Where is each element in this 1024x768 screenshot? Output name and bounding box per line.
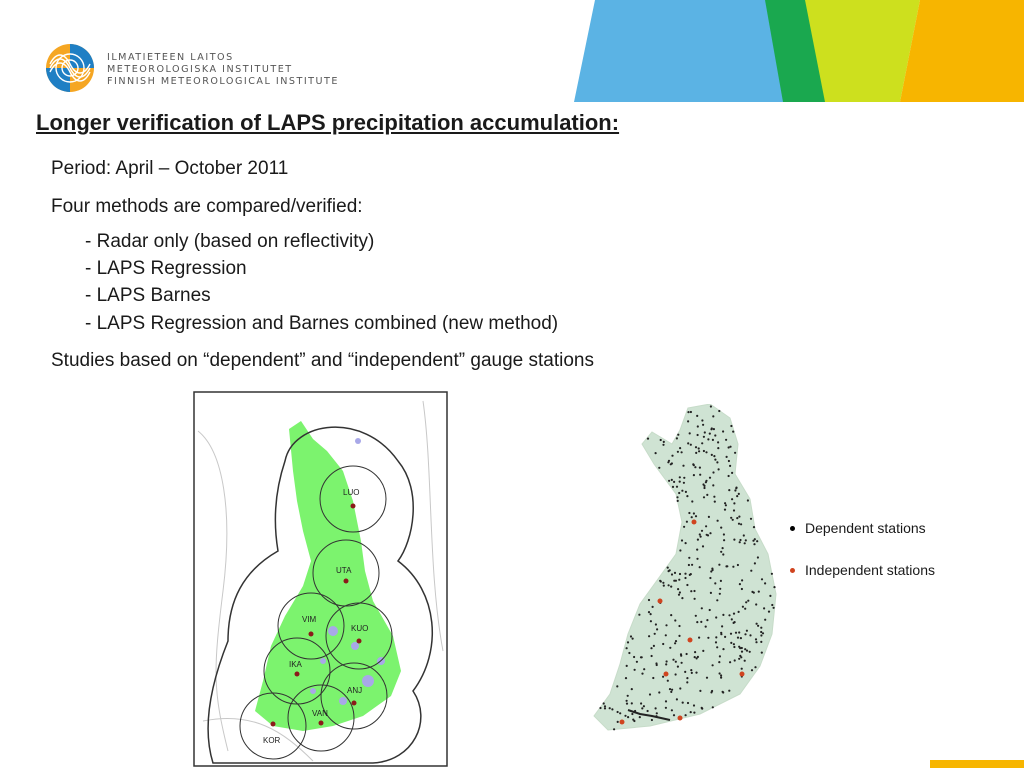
gauge-stations-map xyxy=(580,404,780,734)
station-label: VIM xyxy=(302,615,317,624)
organization-name xyxy=(107,52,339,88)
method-item: - LAPS Regression and Barnes combined (new method) xyxy=(85,313,559,334)
legend-independent xyxy=(790,562,935,578)
fmi-logo xyxy=(44,42,344,102)
radar-coverage-map xyxy=(193,391,449,768)
station-label: VAN xyxy=(312,709,328,718)
station-label: ANJ xyxy=(347,686,363,695)
method-item: - LAPS Regression xyxy=(85,258,247,279)
station-label: KOR xyxy=(263,736,281,745)
method-item: - LAPS Barnes xyxy=(85,285,211,306)
station-label: IKA xyxy=(289,660,302,669)
station-label: UTA xyxy=(336,566,352,575)
finland-outline xyxy=(594,404,776,730)
fmi-emblem-icon xyxy=(44,42,96,94)
footer-accent-bar xyxy=(930,760,1024,768)
studies-text: Studies based on “dependent” and “independent” gauge stations xyxy=(51,350,594,371)
slide-title: Longer verification of LAPS precipitation accumulation: xyxy=(36,110,620,135)
legend-dependent-label: Dependent stations xyxy=(805,520,926,536)
legend-dependent xyxy=(790,520,926,536)
org-name-english: FINNISH METEOROLOGICAL INSTITUTE xyxy=(107,76,339,87)
header-decoration xyxy=(570,0,1024,102)
station-label: KUO xyxy=(351,624,369,633)
methods-intro: Four methods are compared/verified: xyxy=(51,196,363,217)
period-text: Period: April – October 2011 xyxy=(51,158,289,179)
independent-marker-icon xyxy=(790,568,795,573)
legend-independent-label: Independent stations xyxy=(805,562,935,578)
org-name-finnish: ILMATIETEEN LAITOS xyxy=(107,52,234,63)
method-item: - Radar only (based on reflectivity) xyxy=(85,231,375,252)
dependent-marker-icon xyxy=(790,526,795,531)
station-label: LUO xyxy=(343,488,360,497)
org-name-swedish: METEOROLOGISKA INSTITUTET xyxy=(107,64,293,75)
